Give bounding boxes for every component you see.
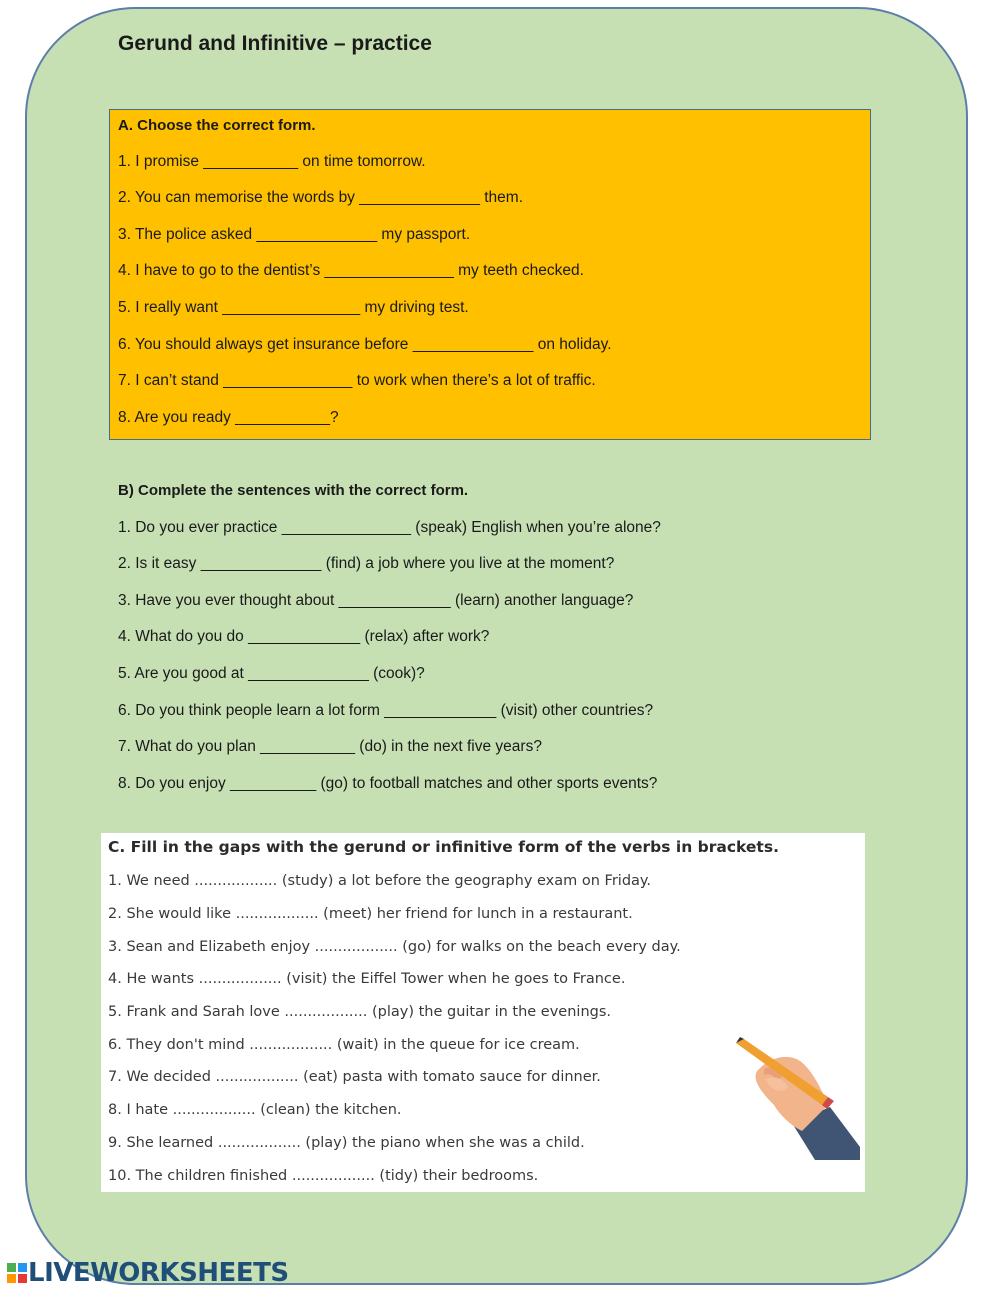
section-b-item: 4. What do you do _____________ (relax) after work? <box>118 628 490 645</box>
section-c-item: 9. She learned .................. (play) the piano when she was a child. <box>108 1135 585 1151</box>
section-a-item: 1. I promise ___________ on time tomorrow. <box>118 153 426 170</box>
section-b-heading: B) Complete the sentences with the correct form. <box>118 482 469 499</box>
section-a-item: 3. The police asked ______________ my passport. <box>118 226 471 243</box>
section-c-item: 7. We decided .................. (eat) pasta with tomato sauce for dinner. <box>108 1069 601 1085</box>
section-c-item: 5. Frank and Sarah love .................. (play) the guitar in the evenings. <box>108 1004 612 1020</box>
section-a-item: 8. Are you ready ___________? <box>118 409 339 426</box>
logo-mark-icon <box>6 1262 28 1284</box>
section-a-item: 7. I can’t stand _______________ to work when there’s a lot of traffic. <box>118 372 596 389</box>
section-b-item: 7. What do you plan ___________ (do) in the next five years? <box>118 738 542 755</box>
section-a-item: 2. You can memorise the words by ______________ them. <box>118 189 523 206</box>
section-b-item: 5. Are you good at ______________ (cook)? <box>118 665 425 682</box>
section-c-item: 8. I hate .................. (clean) the kitchen. <box>108 1102 402 1118</box>
section-b-item: 6. Do you think people learn a lot form _____________ (visit) other countries? <box>118 702 654 719</box>
section-c-item: 3. Sean and Elizabeth enjoy .................. (go) for walks on the beach every day. <box>108 939 681 955</box>
section-c-item: 1. We need .................. (study) a lot before the geography exam on Friday. <box>108 873 652 889</box>
section-a-item: 4. I have to go to the dentist’s _______________ my teeth checked. <box>118 262 584 279</box>
section-c-item: 4. He wants .................. (visit) the Eiffel Tower when he goes to France. <box>108 971 626 987</box>
page-title: Gerund and Infinitive – practice <box>118 32 432 55</box>
section-c-item: 6. They don't mind .................. (wait) in the queue for ice cream. <box>108 1037 580 1053</box>
section-c-heading: C. Fill in the gaps with the gerund or infinitive form of the verbs in brackets. <box>108 838 779 856</box>
section-a <box>109 109 871 440</box>
section-a-item: 5. I really want ________________ my driving test. <box>118 299 469 316</box>
logo-text: LIVEWORKSHEETS <box>28 1258 289 1288</box>
liveworksheets-logo <box>6 1258 289 1288</box>
section-b-item: 1. Do you ever practice _______________ (speak) English when you’re alone? <box>118 519 661 536</box>
section-a-item: 6. You should always get insurance before ______________ on holiday. <box>118 336 612 353</box>
section-b-item: 2. Is it easy ______________ (find) a job where you live at the moment? <box>118 555 615 572</box>
section-a-heading: A. Choose the correct form. <box>118 117 316 134</box>
section-c-item: 2. She would like .................. (meet) her friend for lunch in a restaurant. <box>108 906 633 922</box>
section-b-item: 3. Have you ever thought about _____________ (learn) another language? <box>118 592 634 609</box>
hand-writing-icon <box>730 1035 860 1160</box>
section-c-item: 10. The children finished .................. (tidy) their bedrooms. <box>108 1168 539 1184</box>
section-b-item: 8. Do you enjoy __________ (go) to football matches and other sports events? <box>118 775 658 792</box>
